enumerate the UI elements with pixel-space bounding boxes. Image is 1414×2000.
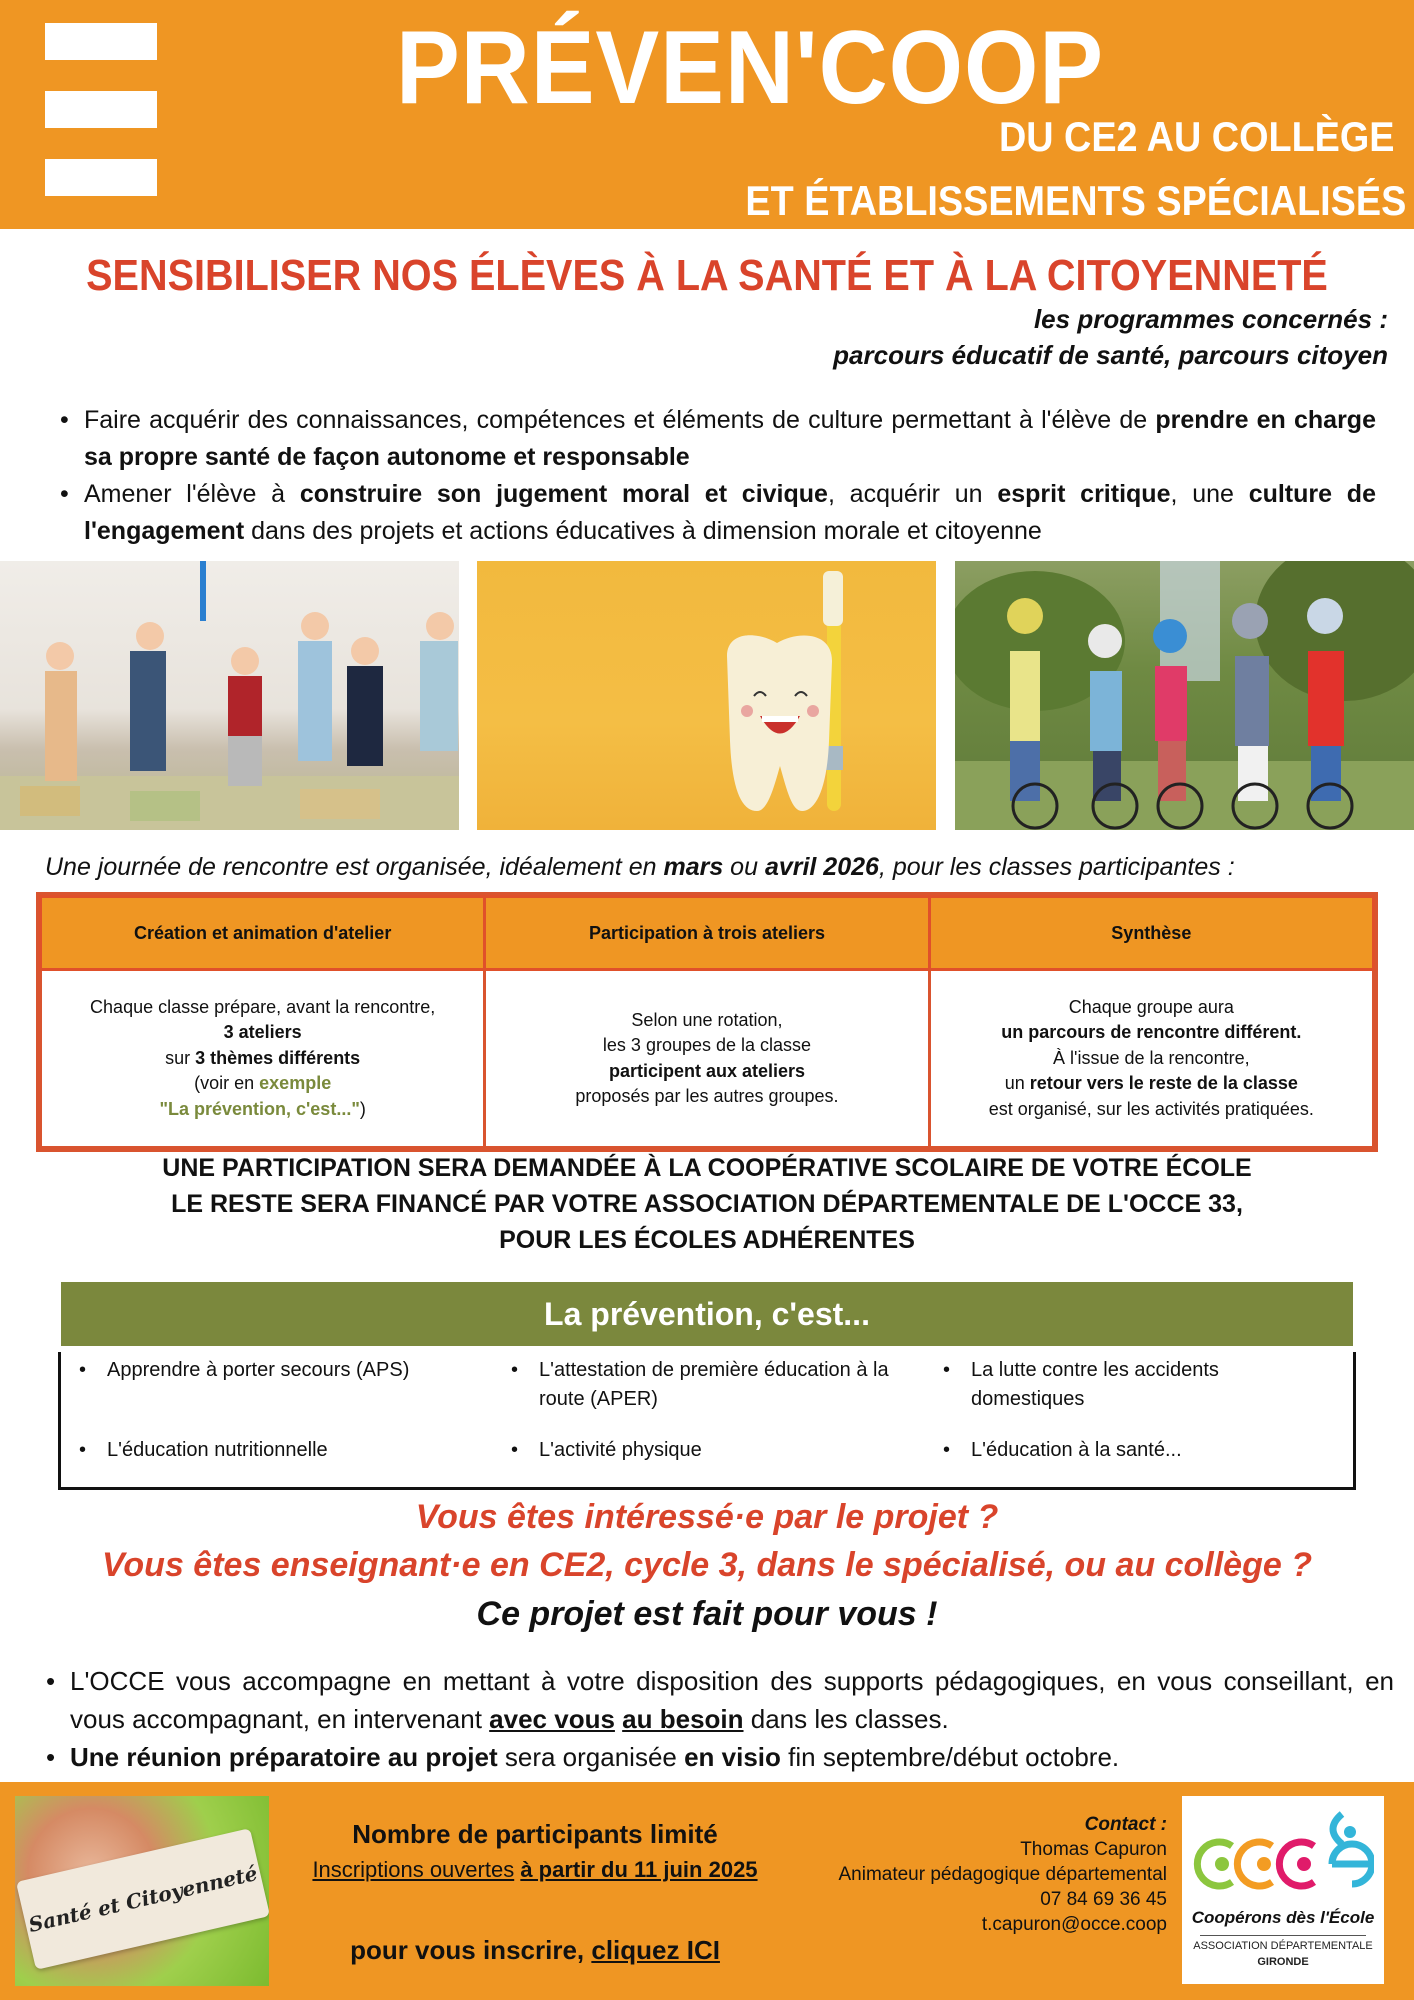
- steps-table: [36, 892, 1378, 1152]
- logo-department: GIRONDE: [1257, 1956, 1309, 1968]
- photo-children-bicycles: [955, 561, 1414, 830]
- contact-name: Thomas Capuron: [1020, 1839, 1167, 1860]
- three-bars-icon-middle: [45, 91, 157, 128]
- support-item: • L'OCCE vous accompagne en mettant à votre disposition des supports pédagogiques, en vous conseillant, en vous accompagnant, en intervenant avec vous au besoin dans les classes.: [70, 1662, 1394, 1738]
- question-teacher: Vous êtes enseignant·e en CE2, cycle 3, dans le spécialisé, ou au collège ?: [102, 1546, 1312, 1584]
- table-header-participation: Participation à trois ateliers: [485, 897, 929, 970]
- answer-for-you: Ce projet est fait pour vous !: [476, 1595, 938, 1633]
- photo-smiling-tooth: [477, 561, 936, 830]
- prevention-item: • L'éducation nutritionnelle: [79, 1436, 479, 1465]
- headline: SENSIBILISER NOS ÉLÈVES À LA SANTÉ ET À LA CITOYENNETÉ: [86, 251, 1328, 300]
- programs-value: parcours éducatif de santé, parcours citoyen: [833, 340, 1388, 370]
- prevention-item: • La lutte contre les accidents domestiques: [943, 1356, 1323, 1414]
- photo-children-classroom: [0, 561, 459, 830]
- page-title: PRÉVEN'COOP: [395, 10, 1105, 126]
- contact-block: [838, 1812, 1167, 1937]
- logo-association: ASSOCIATION DÉPARTEMENTALE: [1193, 1940, 1373, 1952]
- contact-email[interactable]: t.capuron@occe.coop: [981, 1914, 1167, 1935]
- question-interested: Vous êtes intéressé·e par le projet ?: [415, 1498, 999, 1536]
- prevention-item: • Apprendre à porter secours (APS): [79, 1356, 479, 1385]
- occe-logo: [1182, 1796, 1384, 1984]
- three-bars-icon-bottom: [45, 159, 157, 196]
- prevention-title: La prévention, c'est...: [61, 1282, 1353, 1346]
- table-header-synthesis: Synthèse: [929, 897, 1373, 970]
- support-list: [70, 1662, 1394, 1776]
- meeting-info: Une journée de rencontre est organisée, idéalement en mars ou avril 2026, pour les classes participantes :: [45, 853, 1235, 881]
- participants-limit: Nombre de participants limité: [352, 1819, 718, 1849]
- subtitle-grades: DU CE2 AU COLLÈGE: [998, 113, 1394, 160]
- register-link[interactable]: cliquez ICI: [591, 1935, 720, 1965]
- objective-item: • Amener l'élève à construire son jugement moral et civique, acquérir un esprit critique, une culture de l'engagement dans des projets et actions éducatives à dimension morale et citoyenne: [84, 476, 1376, 550]
- programs-label: les programmes concernés :: [1033, 304, 1388, 334]
- objectives-list: [84, 402, 1376, 550]
- registration-dates: Inscriptions ouvertes à partir du 11 juin 2025: [312, 1857, 758, 1882]
- contact-label: Contact :: [1084, 1814, 1167, 1835]
- table-header-creation: Création et animation d'atelier: [41, 897, 485, 970]
- table-cell-creation: Chaque classe prépare, avant la rencontre, 3 ateliers sur 3 thèmes différents (voir en exemple "La prévention, c'est..."): [41, 970, 485, 1148]
- register-line: pour vous inscrire, cliquez ICI: [350, 1935, 720, 1965]
- table-cell-synthesis: Chaque groupe aura un parcours de rencontre différent. À l'issue de la rencontre, un retour vers le reste de la classe est organisé, sur les activités pratiquées.: [929, 970, 1373, 1148]
- prevention-item: • L'attestation de première éducation à la route (APER): [511, 1356, 911, 1414]
- prevention-item: • L'activité physique: [511, 1436, 911, 1465]
- contact-phone[interactable]: 07 84 69 36 45: [1040, 1889, 1167, 1910]
- prevention-list: [58, 1352, 1356, 1490]
- logo-divider: [1200, 1935, 1366, 1936]
- funding-notice: UNE PARTICIPATION SERA DEMANDÉE À LA COOPÉRATIVE SCOLAIRE DE VOTRE ÉCOLE LE RESTE SERA FINANCÉ PAR VOTRE ASSOCIATION DÉPARTEMENTALE DE L'OCCE 33, POUR LES ÉCOLES ADHÉRENTES: [162, 1154, 1252, 1254]
- objective-item: • Faire acquérir des connaissances, compétences et éléments de culture permettant à l'élève de prendre en charge sa propre santé de façon autonome et responsable: [84, 402, 1376, 476]
- three-bars-icon: [45, 23, 157, 60]
- photo-card-hand: [15, 1796, 269, 1986]
- subtitle-establishments: ET ÉTABLISSEMENTS SPÉCIALISÉS: [745, 177, 1406, 224]
- logo-tagline: Coopérons dès l'École: [1191, 1908, 1375, 1927]
- example-link: exemple: [259, 1073, 332, 1094]
- prevention-reference: "La prévention, c'est...": [159, 1098, 360, 1119]
- table-cell-participation: Selon une rotation, les 3 groupes de la classe participent aux ateliers proposés par les autres groupes.: [485, 970, 929, 1148]
- prevention-item: • L'éducation à la santé...: [943, 1436, 1343, 1465]
- occe-logo-icon: [1192, 1804, 1374, 1904]
- support-item: • Une réunion préparatoire au projet sera organisée en visio fin septembre/début octobre.: [70, 1738, 1394, 1776]
- card-label: Santé et Citoyenneté: [16, 1828, 269, 1970]
- contact-role: Animateur pédagogique départemental: [838, 1864, 1167, 1885]
